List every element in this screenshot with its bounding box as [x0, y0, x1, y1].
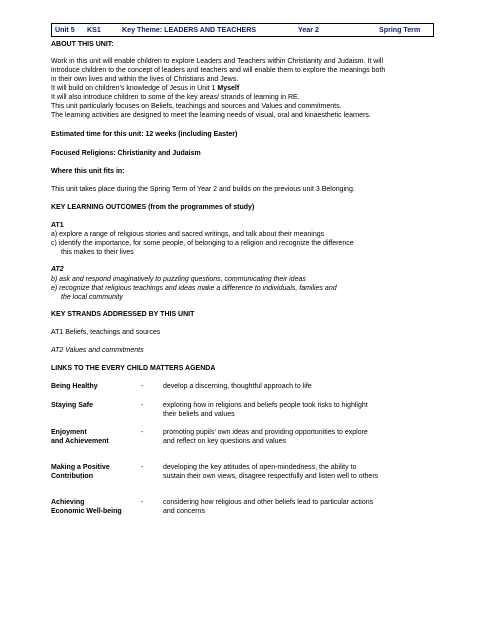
outcome-item: c) identify the importance, for some people, of belonging to a religion and recognize the difference — [51, 240, 354, 247]
about-line: The learning activities are designed to meet the learning needs of visual, oral and kinaesthetic learners. — [51, 112, 371, 119]
ecm-label: Economic Well-being — [51, 508, 122, 515]
header-year: Year 2 — [298, 25, 319, 34]
where-heading: Where this unit fits in: — [51, 168, 125, 175]
ecm-description: develop a discerning, thoughtful approach to life — [163, 383, 312, 390]
ecm-label: Achieving — [51, 499, 85, 506]
outcome-item: b) ask and respond imaginatively to puzzling questions, communicating their ideas — [51, 276, 306, 283]
unit-header-bar — [51, 23, 434, 37]
ecm-label: Enjoyment — [51, 429, 87, 436]
ecm-label: Making a Positive — [51, 464, 110, 471]
about-heading: ABOUT THIS UNIT: — [51, 41, 114, 48]
outcomes-heading: KEY LEARNING OUTCOMES (from the programmes of study) — [51, 204, 255, 211]
ecm-label: Contribution — [51, 473, 93, 480]
at2-label: AT2 — [51, 266, 64, 273]
about-line: It will also introduce children to some of the key areas/ strands of learning in RE. — [51, 94, 300, 101]
ecm-dash: - — [141, 464, 144, 471]
ecm-dash: - — [141, 383, 144, 390]
about-line: Work in this unit will enable children to explore Leaders and Teachers within Christianity and Judaism. It will — [51, 58, 384, 65]
about-line — [51, 85, 239, 94]
about-line-text: It will build on children’s knowledge of Jesus in Unit 1 — [51, 85, 218, 92]
about-line: in their own lives and within the lives of Christians and Jews. — [51, 76, 239, 83]
ecm-description: sustain their own views, disagree respectfully and listen well to others — [163, 473, 379, 480]
ecm-description: exploring how in religions and beliefs people took risks to highlight — [163, 402, 368, 409]
ecm-description: and reflect on key questions and values — [163, 438, 286, 445]
header-unit: Unit 5 — [55, 25, 75, 34]
ecm-description: their beliefs and values — [163, 411, 235, 418]
header-term: Spring Term — [379, 25, 421, 34]
outcome-item-continued: the local community — [61, 294, 123, 301]
header-key-stage: KS1 — [87, 25, 101, 34]
estimated-time: Estimated time for this unit: 12 weeks (including Easter) — [51, 131, 238, 138]
ecm-dash: - — [141, 402, 144, 409]
unit-1-title: Myself — [217, 85, 240, 92]
header-key-theme: Key Theme: LEADERS AND TEACHERS — [122, 25, 257, 34]
strand-item: AT2 Values and commitments — [51, 347, 144, 354]
ecm-description: developing the key attitudes of open-mindedness, the ability to — [163, 464, 357, 471]
ecm-description: considering how religious and other beliefs lead to particular actions — [163, 499, 374, 506]
outcome-item-continued: this makes to their lives — [61, 249, 134, 256]
where-text: This unit takes place during the Spring Term of Year 2 and builds on the previous unit 3 Belonging. — [51, 186, 355, 193]
ecm-label: and Achievement — [51, 438, 109, 445]
strand-item: AT1 Beliefs, teachings and sources — [51, 329, 161, 336]
ecm-heading: LINKS TO THE EVERY CHILD MATTERS AGENDA — [51, 365, 216, 372]
outcome-item: e) recognize that religious teachings and ideas make a difference to individuals, families and — [51, 285, 337, 292]
ecm-dash: - — [141, 499, 144, 506]
at1-label: AT1 — [51, 222, 64, 229]
strands-heading: KEY STRANDS ADDRESSED BY THIS UNIT — [51, 311, 195, 318]
focused-religions: Focused Religions: Christianity and Judaism — [51, 150, 201, 157]
ecm-description: promoting pupils’ own ideas and providing opportunities to explore — [163, 429, 368, 436]
outcome-item: a) explore a range of religious stories and sacred writings, and talk about their meanings — [51, 231, 325, 238]
about-line: This unit particularly focuses on Beliefs, teachings and sources and Values and commitments. — [51, 103, 342, 110]
ecm-description: and concerns — [163, 508, 206, 515]
ecm-label: Being Healthy — [51, 383, 98, 390]
about-line: introduce children to the concept of leaders and teachers and will enable them to explore the meanings both — [51, 67, 386, 74]
ecm-dash: - — [141, 429, 144, 436]
ecm-label: Staying Safe — [51, 402, 94, 409]
